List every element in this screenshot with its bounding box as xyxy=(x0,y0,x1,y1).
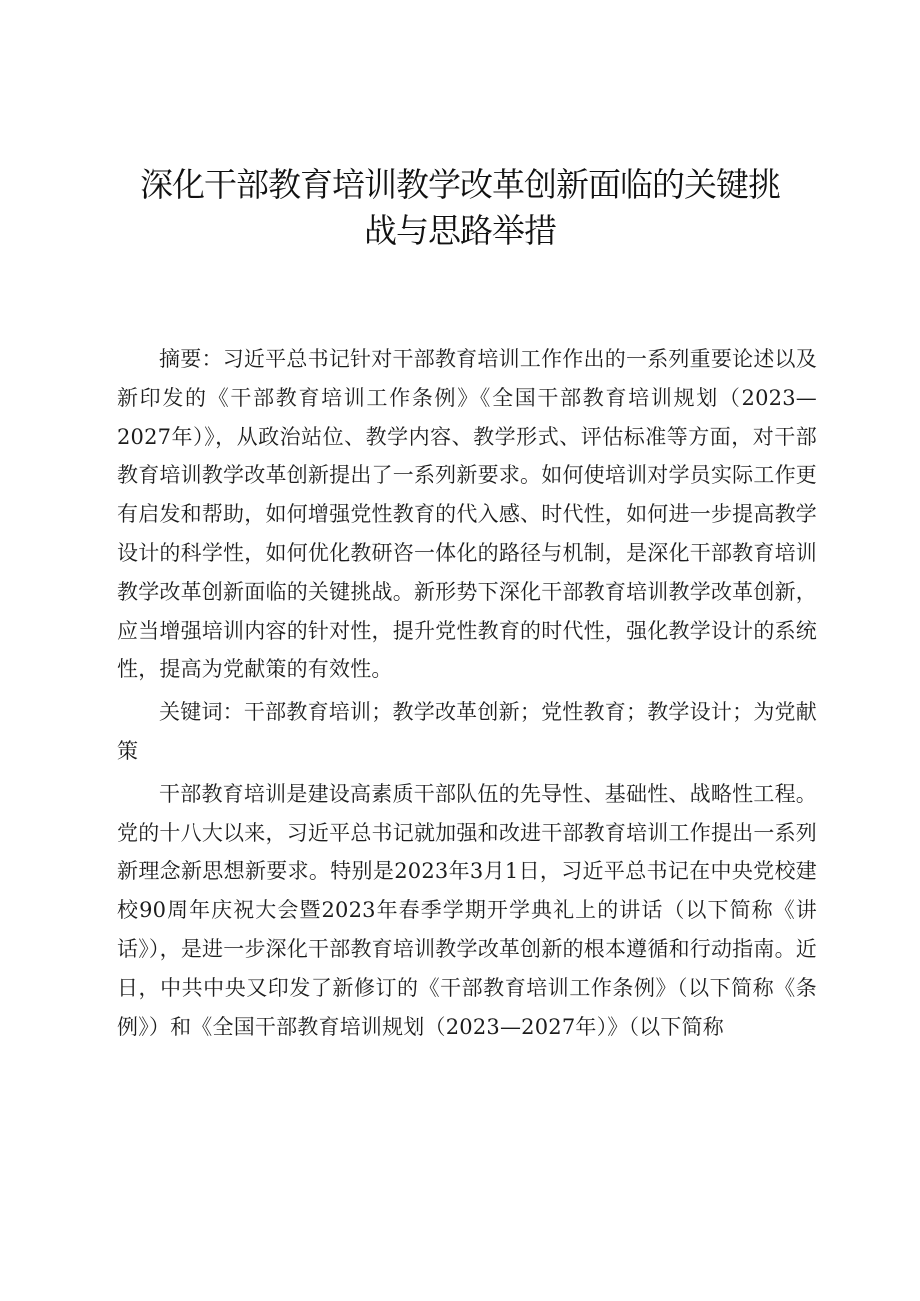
keywords-text: 干部教育培训；教学改革创新；党性教育；教学设计；为党献策 xyxy=(117,700,817,763)
abstract-paragraph xyxy=(117,340,817,689)
title-line-1: 深化干部教育培训教学改革创新面临的关键挑 xyxy=(140,165,780,204)
intro-paragraph: 干部教育培训是建设高素质干部队伍的先导性、基础性、战略性工程。党的十八大以来，习近平总书记就加强和改进干部教育培训工作提出一系列新理念新思想新要求。特别是2023年3月1日，习近平总书记在中央党校建校90周年庆祝大会暨2023年春季学期开学典礼上的讲话（以下简称《讲话》），是进一步深化干部教育培训教学改革创新的根本遵循和行动指南。近日，中共中央又印发了新修订的《干部教育培训工作条例》（以下简称《条例》）和《全国干部教育培训规划（2023—2027年）》（以下简称 xyxy=(117,781,817,1039)
keywords-paragraph xyxy=(117,693,817,771)
abstract-text: 习近平总书记针对干部教育培训工作作出的一系列重要论述以及新印发的《干部教育培训工作条例》《全国干部教育培训规划（2023—2027年）》，从政治站位、教学内容、教学形式、评估标准等方面，对干部教育培训教学改革创新提出了一系列新要求。如何使培训对学员实际工作更有启发和帮助，如何增强党性教育的代入感、时代性，如何进一步提高教学设计的科学性，如何优化教研咨一体化的路径与机制，是深化干部教育培训教学改革创新面临的关键挑战。新形势下深化干部教育培训教学改革创新，应当增强培训内容的针对性，提升党性教育的时代性，强化教学设计的系统性，提高为党献策的有效性。 xyxy=(117,347,817,682)
abstract-label: 摘要： xyxy=(159,347,223,371)
title-line-2: 战与思路举措 xyxy=(364,211,556,250)
document-title xyxy=(110,162,810,254)
document-body xyxy=(117,340,817,1046)
keywords-label: 关键词： xyxy=(159,700,244,725)
